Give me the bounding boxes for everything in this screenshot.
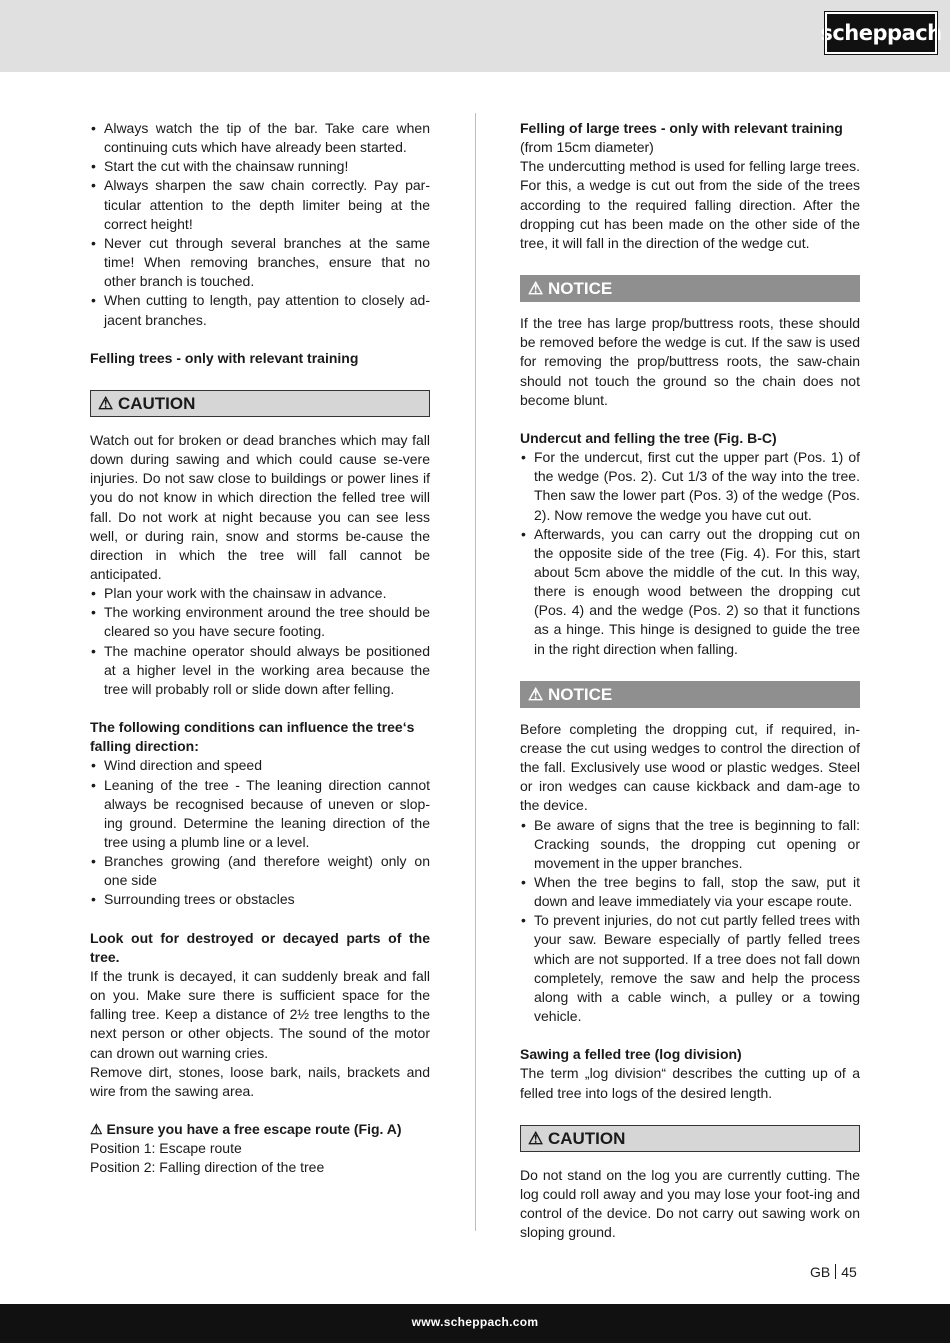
notice-text: Before completing the dropping cut, if required, in-crease the cut using wedges to control the direction of the fall. Exclusively use wood or plastic wedges. Steel or iron wedges can cause kickback and dam-age to the device. [520, 720, 860, 814]
list-item: • Afterwards, you can carry out the dropping cut on the opposite side of the tree (Fig. 4). For this, start about 5cm above the middle of the cut. In this way, there is enough wood between the dropping cut (Pos. 4) and the wedge (Pos. 2) so that it functions as a hinge. This hinge is designed to guide the tree in the right direction when falling. [520, 525, 860, 659]
language-code: GB [810, 1264, 831, 1280]
list-item: • Always sharpen the saw chain correctly. Pay par-ticular attention to the depth limiter being at the correct height! [90, 176, 430, 233]
list-item: • Wind direction and speed [90, 756, 430, 775]
section-heading: ⚠ Ensure you have a free escape route (Fig. A) [90, 1121, 402, 1138]
list-item: • For the undercut, first cut the upper part (Pos. 1) of the wedge (Pos. 2). Cut 1/3 of the way into the tree. Then saw the lower part (Pos. 3) of the wedge (Pos. 2). Now remove the wedge you have cut out. [520, 448, 860, 525]
list-item: • The working environment around the tree should be cleared so you have secure footing. [90, 603, 430, 641]
section-heading: Felling of large trees - only with relevant training [520, 120, 843, 136]
list-item: • Leaning of the tree - The leaning direction cannot always be recognised because of uneven or slop-ing ground. Determine the leaning direction of the tree using a plumb line or a level. [90, 776, 430, 853]
section-heading: The following conditions can influence the tree‘s falling direction: [90, 719, 415, 755]
list-item: • Always watch the tip of the bar. Take care when continuing cuts which have already been started. [90, 119, 430, 157]
list-item: • When cutting to length, pay attention to closely ad-jacent branches. [90, 291, 430, 329]
list-item: • Be aware of signs that the tree is beginning to fall: Cracking sounds, the dropping cut opening or movement in the upper branches. [520, 816, 860, 873]
header-bar [0, 0, 950, 72]
paragraph: The term „log division“ describes the cutting up of a felled tree into logs of the desired length. [520, 1065, 860, 1101]
section-heading: Felling trees - only with relevant training [90, 349, 359, 366]
separator [835, 1264, 836, 1279]
position-2-text: Position 2: Falling direction of the tree [90, 1159, 325, 1176]
list-item: • Surrounding trees or obstacles [90, 890, 430, 909]
caution-text: Do not stand on the log you are currently cutting. The log could roll away and you may lose your foot-ing and control of the device. Do not carry out sawing work on sloping ground. [520, 1166, 860, 1241]
notice-box: ⚠ NOTICE [520, 681, 860, 708]
notice-text: If the tree has large prop/buttress roots, these should be removed before the wedge is cut. If the saw is used for removing the prop/buttress roots, the saw-chain should not touch the ground so the chain does not become blunt. [520, 315, 860, 408]
left-column [90, 119, 430, 1178]
caution-box: ⚠ CAUTION [520, 1125, 860, 1152]
brand-logo: scheppach [825, 12, 937, 54]
column-divider [475, 113, 476, 1231]
page-number-value: 45 [841, 1264, 857, 1280]
safety-list-1 [90, 119, 430, 330]
list-item: • The machine operator should always be positioned at a higher level in the working area because the tree will probably roll or slide down after felling. [90, 642, 430, 699]
falling-list [520, 816, 860, 1027]
list-item: • Start the cut with the chainsaw running! [90, 157, 430, 176]
safety-list-2 [90, 584, 430, 699]
position-1-text: Position 1: Escape route [90, 1140, 242, 1157]
list-item: • When the tree begins to fall, stop the saw, put it down and leave immediately via your escape route. [520, 873, 860, 911]
list-item: • Plan your work with the chainsaw in advance. [90, 584, 430, 603]
paragraph: If the trunk is decayed, it can suddenly break and fall on you. Make sure there is sufficient space for the falling tree. Keep a distance of 2½ tree lengths to the next person or other objects. The sound of the motor can drown out warning cries. [90, 967, 430, 1061]
undercut-list [520, 448, 860, 659]
subheading: (from 15cm diameter) [520, 139, 654, 156]
website-url: www.scheppach.com [411, 1315, 539, 1329]
section-heading: Undercut and felling the tree (Fig. B-C) [520, 429, 777, 446]
section-heading: Sawing a felled tree (log division) [520, 1046, 742, 1063]
conditions-list [90, 756, 430, 909]
paragraph: The undercutting method is used for felling large trees. For this, a wedge is cut out from the side of the trees according to the required falling direction. After the dropping cut has been made on the other side of the tree, it will fall in the direction of the wedge cut. [520, 158, 860, 251]
list-item: • Branches growing (and therefore weight) only on one side [90, 852, 430, 890]
page-number [810, 1264, 857, 1280]
footer-bar [0, 1304, 950, 1343]
right-column [520, 119, 860, 1242]
notice-box: ⚠ NOTICE [520, 275, 860, 302]
section-heading: Look out for destroyed or decayed parts of the tree. [90, 929, 430, 965]
caution-box: ⚠ CAUTION [90, 390, 430, 417]
paragraph: Remove dirt, stones, loose bark, nails, brackets and wire from the sawing area. [90, 1063, 430, 1099]
list-item: • Never cut through several branches at the same time! When removing branches, ensure that no other branch is touched. [90, 234, 430, 291]
caution-text: Watch out for broken or dead branches which may fall down during sawing and which could cause se-vere injuries. Do not saw close to buildings or power lines if you do not know in which direction the felled tree will fall. Do not work at night because you can see less well, or during rain, snow and storms be-cause the direction in which the tree will fall cannot be anticipated. [90, 431, 430, 582]
list-item: • To prevent injuries, do not cut partly felled trees with your saw. Beware especially of partly felled trees which are not supported. If a tree does not fall down completely, remove the saw and help the process along with a cable winch, a pulley or a towing vehicle. [520, 911, 860, 1026]
